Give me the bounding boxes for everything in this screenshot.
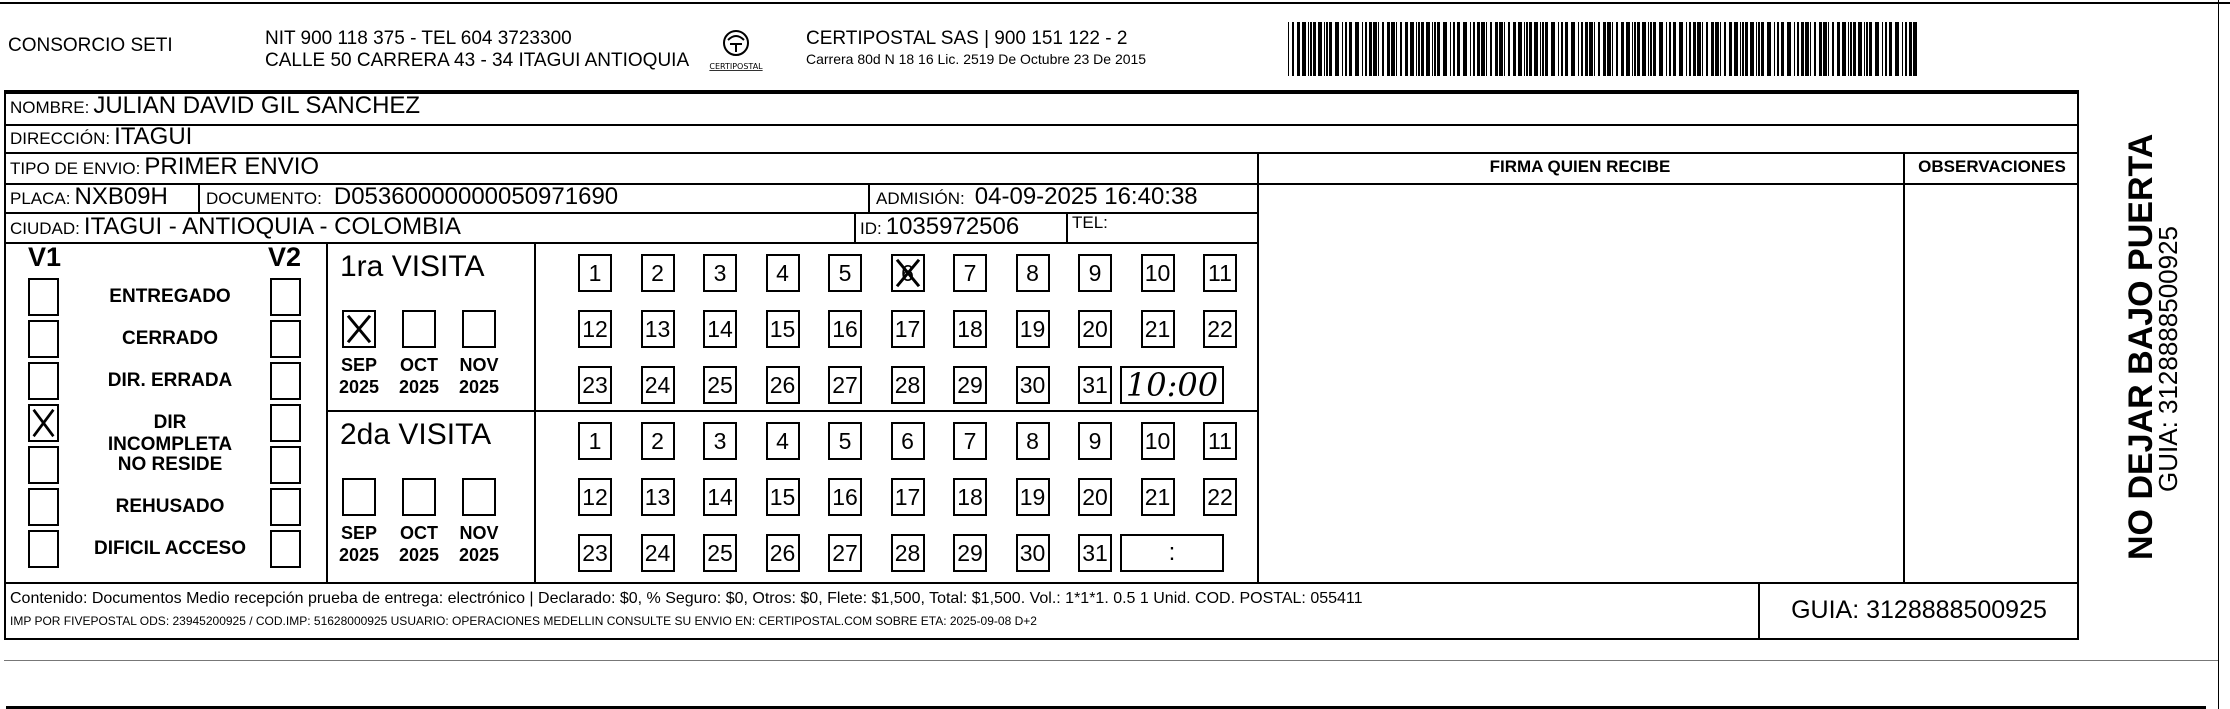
day-number: 4 (776, 428, 789, 454)
address-line: CALLE 50 CARRERA 43 - 34 ITAGUI ANTIOQUIA (265, 50, 690, 71)
day-number: 8 (1026, 428, 1039, 454)
day-number: 25 (707, 540, 733, 566)
day-box[interactable] (1016, 534, 1050, 572)
month-checkbox[interactable] (462, 478, 496, 516)
day-number: 14 (707, 316, 733, 342)
month-year: 2025 (338, 545, 380, 565)
day-box[interactable] (891, 254, 925, 292)
day-box[interactable] (828, 534, 862, 572)
day-box[interactable] (1078, 310, 1112, 348)
day-number: 12 (582, 316, 608, 342)
day-box[interactable] (1078, 478, 1112, 516)
day-box[interactable] (1016, 310, 1050, 348)
month-label (449, 522, 509, 566)
barcode (1288, 22, 1922, 76)
tel-label: TEL: (1072, 213, 1108, 232)
day-number: 1 (588, 260, 602, 286)
day-number: 23 (582, 540, 608, 566)
visit-time[interactable]: 10:00 (1120, 366, 1224, 404)
no-dejar-notice: NO DEJAR BAJO PUERTA (2122, 133, 2160, 560)
day-number: 27 (832, 540, 858, 566)
month-label (329, 354, 389, 398)
day-number: 28 (894, 372, 921, 398)
day-number: 23 (582, 372, 608, 398)
day-number: 30 (1019, 540, 1046, 566)
day-number: 25 (707, 372, 733, 398)
svg-text:CERTIPOSTAL: CERTIPOSTAL (709, 62, 763, 71)
day-box[interactable] (641, 478, 675, 516)
day-number: 9 (1088, 428, 1102, 454)
day-box[interactable] (1016, 254, 1050, 292)
day-number: 5 (838, 428, 852, 454)
month-label (329, 522, 389, 566)
day-number: 11 (1208, 428, 1232, 454)
day-number: 16 (832, 316, 858, 342)
day-box[interactable] (1078, 422, 1112, 460)
day-box[interactable] (703, 478, 737, 516)
day-number: 12 (582, 484, 608, 510)
day-box[interactable] (891, 534, 925, 572)
day-number: 18 (957, 484, 983, 510)
ciudad-value: ITAGUI - ANTIOQUIA - COLOMBIA (83, 213, 461, 240)
day-number: 22 (1207, 316, 1233, 342)
day-number: 5 (838, 260, 852, 286)
day-number: 6 (901, 428, 914, 454)
side-panel (2086, 112, 2183, 560)
day-number: 1 (588, 428, 602, 454)
status-label: DIFICIL ACCESO (93, 538, 246, 559)
day-box[interactable] (828, 422, 862, 460)
day-number: 20 (1082, 484, 1108, 510)
day-number: 7 (963, 260, 977, 286)
month-label (449, 354, 509, 398)
day-number: 19 (1019, 316, 1046, 342)
month-year: 2025 (398, 545, 440, 565)
day-box[interactable] (953, 254, 987, 292)
day-number: 8 (1026, 260, 1039, 286)
day-box[interactable] (1078, 366, 1112, 404)
day-number: 17 (894, 316, 921, 342)
day-box[interactable] (953, 422, 987, 460)
placa-value: NXB09H (74, 183, 168, 210)
month-name: OCT (400, 523, 438, 543)
carrier-line: CERTIPOSTAL SAS | 900 151 122 - 2 (806, 28, 1128, 49)
day-number: 3 (713, 428, 727, 454)
id-label: ID: (860, 219, 882, 238)
day-box[interactable] (891, 366, 925, 404)
day-box[interactable] (578, 366, 612, 404)
day-box[interactable] (641, 310, 675, 348)
day-box[interactable] (766, 310, 800, 348)
placa-label: PLACA: (10, 189, 71, 208)
day-box[interactable] (828, 254, 862, 292)
company-name: CONSORCIO SETI (8, 35, 173, 56)
day-number: 6 (901, 260, 914, 286)
day-number: 10 (1144, 428, 1171, 454)
documento-value: D05360000000050971690 (333, 183, 619, 210)
month-year: 2025 (458, 545, 500, 565)
month-year: 2025 (398, 377, 440, 397)
imp-text: IMP POR FIVEPOSTAL ODS: 23945200925 / COD.IMP: 51628000925 USUARIO: OPERACIONES MEDELLIN CONSULTE SU ENVIO EN: CERTIPOSTAL.COM SOBRE ETA: 2025-09-08 D+2 (10, 614, 1037, 628)
day-box[interactable] (1141, 422, 1175, 460)
day-box[interactable] (703, 422, 737, 460)
day-box[interactable] (1203, 422, 1237, 460)
day-box[interactable] (953, 366, 987, 404)
firma-header: FIRMA QUIEN RECIBE (1489, 157, 1671, 176)
day-number: 28 (894, 540, 921, 566)
month-year: 2025 (338, 377, 380, 397)
direccion-label: DIRECCIÓN: (10, 129, 111, 148)
day-number: 15 (769, 484, 796, 510)
day-number: 21 (1144, 484, 1171, 510)
day-box[interactable] (1141, 478, 1175, 516)
day-number: 15 (769, 316, 796, 342)
day-number: 2 (651, 428, 664, 454)
day-box[interactable] (703, 534, 737, 572)
nombre-label: NOMBRE: (10, 98, 90, 117)
day-box[interactable] (641, 254, 675, 292)
month-name: SEP (340, 355, 378, 375)
day-box[interactable] (1203, 478, 1237, 516)
nombre-value: JULIAN DAVID GIL SANCHEZ (93, 92, 421, 119)
day-number: 9 (1088, 260, 1102, 286)
day-number: 26 (769, 540, 796, 566)
month-name: NOV (459, 355, 499, 375)
day-number: 21 (1144, 316, 1171, 342)
day-box[interactable] (953, 478, 987, 516)
day-number: 27 (832, 372, 858, 398)
day-box[interactable] (891, 422, 925, 460)
nit-line: NIT 900 118 375 - TEL 604 3723300 (265, 28, 572, 49)
day-number: 31 (1082, 372, 1108, 398)
day-box[interactable] (578, 422, 612, 460)
status-label: NO RESIDE (117, 454, 223, 475)
direccion-value: ITAGUI (114, 123, 193, 150)
day-box[interactable] (828, 310, 862, 348)
day-number: 7 (963, 428, 977, 454)
day-box[interactable] (766, 422, 800, 460)
day-number: 20 (1082, 316, 1108, 342)
day-number: 24 (644, 372, 671, 398)
footer-guia: GUIA: 3128888500925 (1791, 596, 2047, 624)
day-number: 13 (644, 484, 671, 510)
tipo-value: PRIMER ENVIO (144, 153, 320, 180)
day-box[interactable] (891, 310, 925, 348)
day-box[interactable] (703, 310, 737, 348)
day-box[interactable] (578, 254, 612, 292)
day-number: 26 (769, 372, 796, 398)
day-box[interactable] (641, 534, 675, 572)
license-line: Carrera 80d N 18 16 Lic. 2519 De Octubre 23 De 2015 (806, 51, 1147, 67)
day-box[interactable] (1141, 310, 1175, 348)
month-year: 2025 (458, 377, 500, 397)
day-box[interactable] (766, 478, 800, 516)
month-label (389, 354, 449, 398)
visit-title: 2da VISITA (340, 418, 492, 451)
status-label: CERRADO (121, 328, 219, 349)
documento-label: DOCUMENTO: (206, 189, 322, 208)
day-number: 31 (1082, 540, 1108, 566)
day-box[interactable] (766, 534, 800, 572)
id-value: 1035972506 (885, 213, 1020, 240)
day-number: 29 (957, 372, 983, 398)
day-box[interactable] (1203, 310, 1237, 348)
side-guia: GUIA: 3128888500925 (2153, 226, 2183, 492)
month-checkbox[interactable] (342, 478, 376, 516)
day-box[interactable] (828, 366, 862, 404)
month-checkbox[interactable] (342, 310, 376, 348)
day-box[interactable] (641, 366, 675, 404)
v2-label: V2 (268, 242, 302, 272)
day-box[interactable] (766, 366, 800, 404)
visits-area (0, 0, 1257, 582)
day-box[interactable] (891, 478, 925, 516)
day-number: 11 (1208, 260, 1232, 286)
day-box[interactable] (828, 478, 862, 516)
admision-label: ADMISIÓN: (876, 189, 965, 208)
month-name: NOV (459, 523, 499, 543)
day-number: 16 (832, 484, 858, 510)
day-number: 4 (776, 260, 789, 286)
day-number: 19 (1019, 484, 1046, 510)
day-number: 13 (644, 316, 671, 342)
day-box[interactable] (1203, 254, 1237, 292)
day-box[interactable] (578, 478, 612, 516)
day-number: 30 (1019, 372, 1046, 398)
day-box[interactable] (703, 366, 737, 404)
status-label: DIR. ERRADA (107, 370, 233, 391)
day-number: 3 (713, 260, 727, 286)
day-number: 10 (1144, 260, 1171, 286)
month-checkbox[interactable] (402, 310, 436, 348)
day-number: 18 (957, 316, 983, 342)
status-label: REHUSADO (115, 496, 225, 517)
day-number: 17 (894, 484, 921, 510)
day-box[interactable] (1141, 254, 1175, 292)
v1-label: V1 (28, 242, 62, 272)
day-box[interactable] (1078, 254, 1112, 292)
day-box[interactable] (703, 254, 737, 292)
day-box[interactable] (953, 534, 987, 572)
day-number: 22 (1207, 484, 1233, 510)
month-checkbox[interactable] (462, 310, 496, 348)
day-box[interactable] (766, 254, 800, 292)
day-number: 29 (957, 540, 983, 566)
month-checkbox[interactable] (402, 478, 436, 516)
day-number: 14 (707, 484, 733, 510)
visit-time[interactable]: : (1120, 534, 1224, 572)
tipo-label: TIPO DE ENVIO: (10, 159, 141, 178)
month-name: OCT (400, 355, 438, 375)
observaciones-header: OBSERVACIONES (1918, 157, 2066, 176)
day-box[interactable] (1016, 366, 1050, 404)
day-box[interactable] (1016, 478, 1050, 516)
visit-title: 1ra VISITA (340, 250, 485, 283)
day-box[interactable] (953, 310, 987, 348)
day-number: 2 (651, 260, 664, 286)
admision-value: 04-09-2025 16:40:38 (974, 183, 1198, 210)
day-number: 24 (644, 540, 671, 566)
day-box[interactable] (1016, 422, 1050, 460)
contenido-text: Contenido: Documentos Medio recepción prueba de entrega: electrónico | Declarado: $0, % Seguro: $0, Otros: $0, Flete: $1,500, Total: $1,500. Vol.: 1*1*1. 0.5 1 Unid. COD. POSTAL: 055411 (10, 590, 1363, 607)
day-box[interactable] (1078, 534, 1112, 572)
status-label: DIR INCOMPLETA (107, 412, 233, 455)
month-label (389, 522, 449, 566)
day-box[interactable] (578, 534, 612, 572)
status-label: ENTREGADO (109, 286, 231, 307)
day-box[interactable] (578, 310, 612, 348)
day-box[interactable] (641, 422, 675, 460)
month-name: SEP (340, 523, 378, 543)
ciudad-label: CIUDAD: (10, 219, 80, 238)
